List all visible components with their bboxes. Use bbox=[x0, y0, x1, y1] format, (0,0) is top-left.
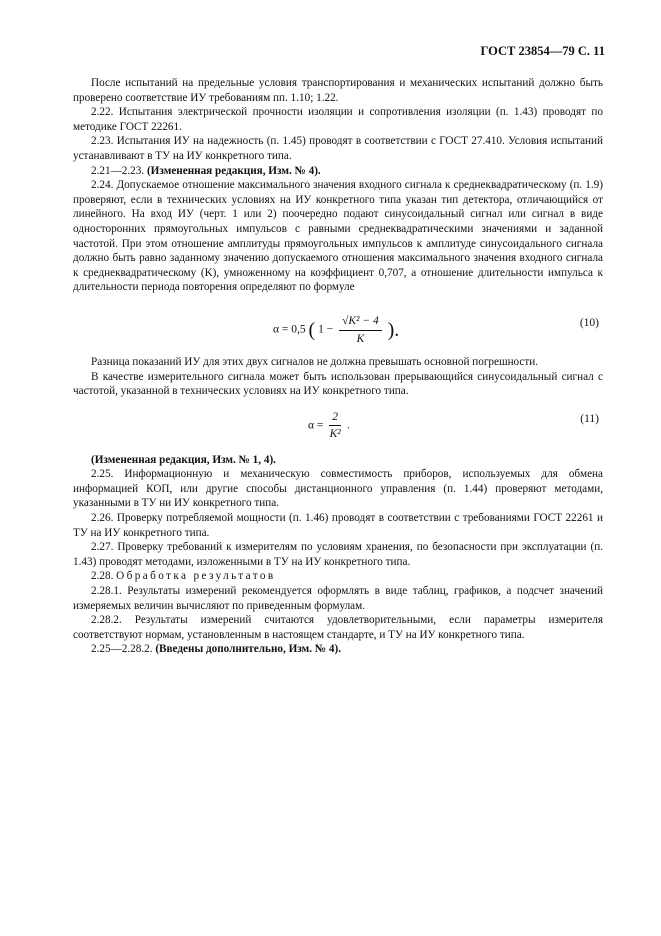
formula-11-lhs: α = bbox=[308, 419, 324, 432]
revision-note-text: (Введены дополнительно, Изм. № 4). bbox=[155, 643, 341, 656]
section-title: Обработка результатов bbox=[116, 570, 276, 583]
page-header: ГОСТ 23854—79 С. 11 bbox=[480, 44, 605, 58]
clause-range: 2.21—2.23. bbox=[91, 164, 145, 177]
paragraph: 2.28.2. Результаты измерений считаются удовлетворительными, если параметры измерителя соответствуют нормам, установленным в настоящем стандарте, и ТУ на ИУ конкретного типа. bbox=[73, 614, 603, 641]
paragraph: 2.23. Испытания ИУ на надежность (п. 1.45) проводят в соответствии с ГОСТ 27.410. Условия испытаний устанавливают в ТУ на ИУ конкретного типа. bbox=[73, 135, 603, 162]
formula-10-expression bbox=[273, 314, 399, 346]
paragraph: 2.25. Информационную и механическую совместимость приборов, используемых для обмена информацией КОП, или другие способы дистанционного управления (п. 1.44) проверяют методами, указанными в ТУ ни ИУ конкретного типа. bbox=[73, 468, 603, 510]
formula-10-open-paren: ( bbox=[308, 318, 316, 341]
formula-10-denominator: K bbox=[356, 332, 365, 345]
paragraph: После испытаний на предельные условия транспортирования и механических испытаний должно быть проверено соответствие ИУ требованиям пп. 1.10; 1.22. bbox=[73, 77, 603, 104]
paragraph: 2.24. Допускаемое отношение максимального значения входного сигнала к среднеквадратическому (п. 1.9) проверяют, если в технических условиях на ИУ конкретного типа указан тип детектора, отличающийся от линейного. На вход ИУ (черт. 1 или 2) поочередно подают синусоидальный сигнал или сигнал в виде односторонних прямоугольных импульсов с равными среднеквадратическими значениями и заданной частотой. При этом отношение амплитуды прямоугольных импульсов к амплитуде синусоидального сигнала должно быть равно заданному значению допускаемого отношения максимального значения входного сигнала к среднеквадратическому (K), умноженному на коэффициент 0,707, а отношение длительности импульса к длительности периода повторения определяют по формуле bbox=[73, 179, 603, 294]
formula-10-close-paren: ). bbox=[387, 318, 400, 341]
formula-11-fraction bbox=[329, 410, 341, 442]
formula-10 bbox=[73, 303, 603, 349]
formula-11-number: (11) bbox=[580, 412, 599, 425]
formula-10-fraction bbox=[339, 314, 382, 346]
paragraph: 2.27. Проверку требований к измерителям по условиям хранения, по безопасности при эксплуатации (п. 1.43) проводят методами, изложенными в ТУ на ИУ конкретного типа. bbox=[73, 541, 603, 568]
paragraph: Разница показаний ИУ для этих двух сигналов не должна превышать основной погрешности. bbox=[91, 355, 539, 368]
formula-10-one-minus: 1 − bbox=[318, 323, 334, 336]
formula-10-lhs: α = 0,5 bbox=[273, 323, 306, 336]
document-body bbox=[73, 76, 603, 657]
paragraph: В качестве измерительного сигнала может быть использован прерывающийся синусоидальный сигнал с частотой, указанной в технических условиях на ИУ конкретного типа. bbox=[73, 370, 603, 398]
formula-11-numerator: 2 bbox=[329, 410, 341, 427]
paragraph: 2.28.1. Результаты измерений рекомендуется оформлять в виде таблиц, графиков, а подсчет значений измеряемых величин вычисляют по приведенным формулам. bbox=[73, 585, 603, 612]
formula-11-tail: . bbox=[346, 419, 350, 432]
clause-range: 2.25—2.28.2. bbox=[91, 643, 153, 656]
section-number: 2.28. bbox=[91, 570, 114, 583]
formula-11-denominator: K² bbox=[329, 428, 341, 441]
formula-10-numerator: √K² − 4 bbox=[339, 314, 382, 331]
revision-note: (Измененная редакция, Изм. № 1, 4). bbox=[91, 453, 276, 466]
paragraph: 2.22. Испытания электрической прочности изоляции и сопротивления изоляции (п. 1.43) проводят по методике ГОСТ 22261. bbox=[73, 106, 603, 133]
revision-note bbox=[73, 164, 603, 179]
formula-10-number: (10) bbox=[579, 316, 599, 329]
formula-11 bbox=[73, 405, 603, 439]
revision-note-text: (Измененная редакция, Изм. № 4). bbox=[146, 164, 321, 177]
formula-11-expression bbox=[308, 410, 350, 442]
section-heading bbox=[73, 569, 603, 584]
revision-note bbox=[73, 642, 603, 657]
paragraph: 2.26. Проверку потребляемой мощности (п. 1.46) проводят в соответствии с требованиями ГОСТ 22261 и ТУ на ИУ конкретного типа. bbox=[73, 512, 603, 539]
